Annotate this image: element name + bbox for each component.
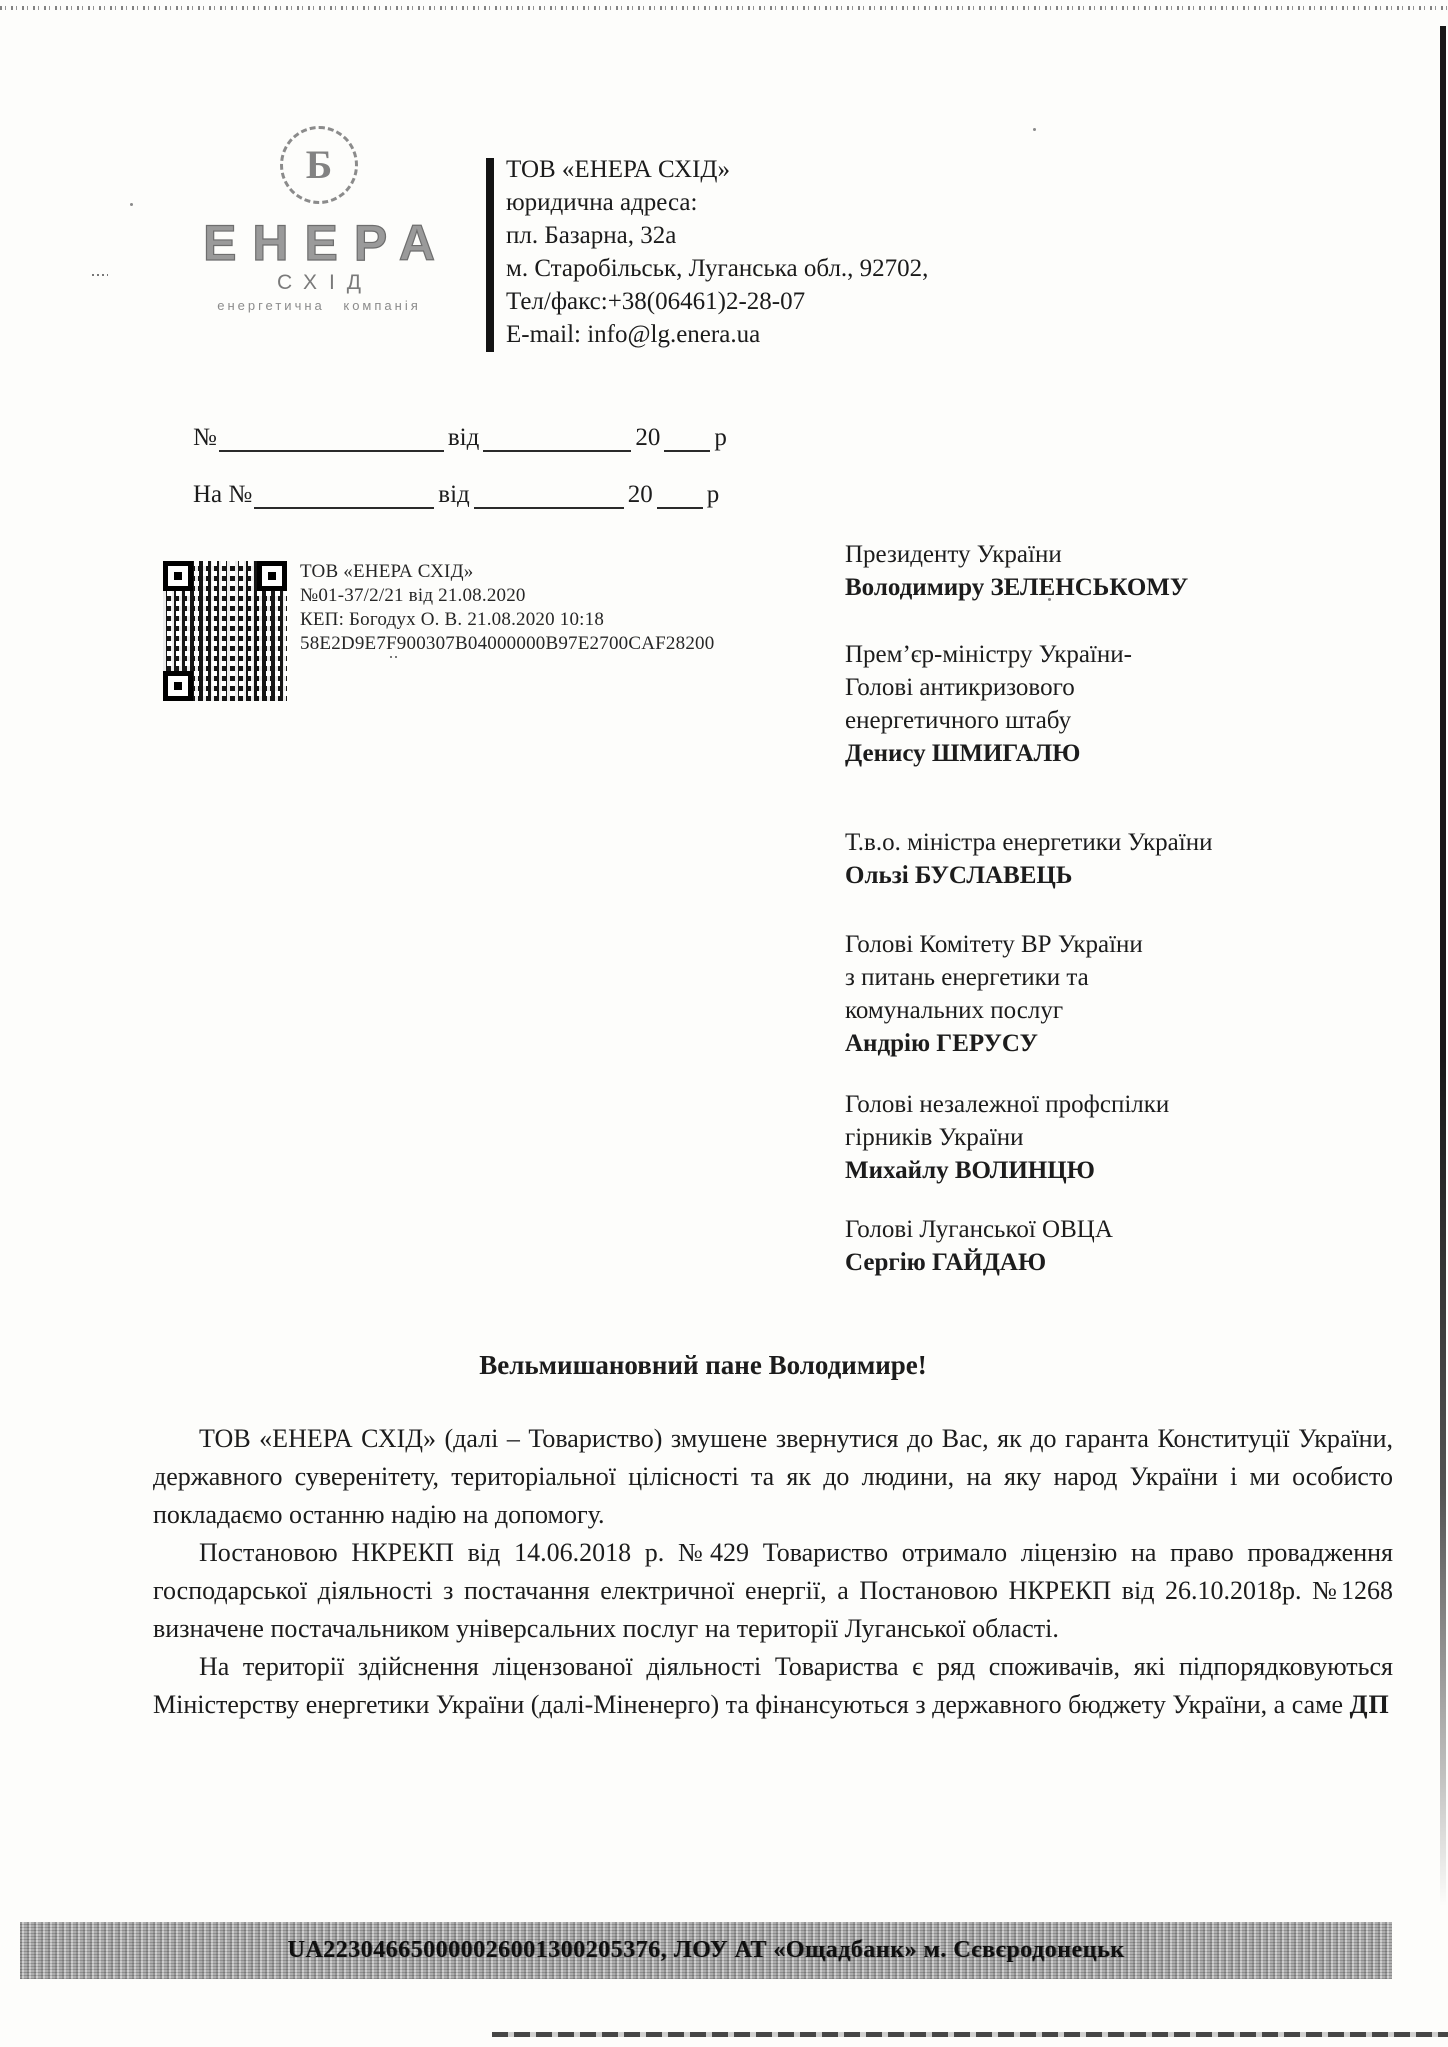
company-city: м. Старобільськ, Луганська обл., 92702, (506, 255, 929, 282)
addressee-block (845, 538, 1188, 604)
footer-bank-band (20, 1922, 1392, 1979)
bank-account-line: UA223046650000026001300205376, ЛОУ АТ «Ощадбанк» м. Сєвєродонецьк (287, 1937, 1125, 1963)
scan-edge-artifact-bottom (492, 2032, 1448, 2037)
ref-year-blank (657, 477, 703, 509)
ref-vid-label: від (438, 481, 470, 508)
qr-code (163, 561, 287, 701)
ref-year-prefix: 20 (627, 481, 653, 508)
logo-region: СХІД (276, 271, 374, 294)
addressee-title: Президенту України (845, 541, 1062, 568)
addressee-name: Сергію ГАЙДАЮ (845, 1249, 1047, 1276)
addressee-title: Голові Комітету ВР України (845, 931, 1143, 958)
addressee-title: Голові незалежної профспілки (845, 1091, 1170, 1118)
stamp-hash: 58E2D9E7F900307B04000000B97E2700CAF28200 (300, 633, 715, 654)
addressee-title: з питань енергетики та (845, 964, 1089, 991)
scan-speck (1033, 128, 1036, 131)
addressee-block (845, 638, 1132, 770)
paragraph-text: ТОВ «ЕНЕРА СХІД» (далі – Товариство) змушене звернутися до Вас, як до гаранта Конституції України, державного суверенітету, територіальної цілісності та як до людини, на яку народ України і ми особисто покладаємо останню надію на допомогу. (153, 1424, 1393, 1529)
addressee-title: комунальних послуг (845, 997, 1064, 1024)
ref-number-blank (254, 477, 434, 509)
addressee-title: Голові антикризового (845, 674, 1075, 701)
ref-line-incoming (193, 475, 723, 509)
scan-speck (390, 656, 400, 658)
qr-finder-icon (163, 671, 193, 701)
logo-company-name: ЕНЕРА (203, 215, 451, 271)
paragraph (153, 1420, 1393, 1534)
addressee-block (845, 1213, 1113, 1279)
addressee-block (845, 826, 1212, 892)
company-address-label: юридична адреса: (506, 189, 698, 216)
ref-vid-label: від (447, 424, 480, 451)
company-email: E-mail: info@lg.enera.ua (506, 321, 761, 348)
letter-body (153, 1420, 1393, 1724)
logo-monogram-icon: Б (305, 142, 333, 187)
scan-speck (130, 203, 133, 206)
addressee-title: енергетичного штабу (845, 707, 1072, 734)
company-details-block (506, 153, 928, 351)
ref-on-number-label: На № (193, 481, 253, 508)
scan-speck (92, 274, 108, 276)
signature-stamp-text (300, 560, 714, 656)
addressee-block (845, 1088, 1169, 1187)
ref-year-blank (664, 420, 710, 452)
paragraph (153, 1534, 1393, 1648)
paragraph-text: На території здійснення ліцензованої діяльності Товариства є ряд споживачів, які підпорядковуються Міністерству енергетики України (далі-Міненерго) та фінансуються з державного бюджету України, а саме (153, 1652, 1393, 1719)
addressee-title: Голові Луганської ОВЦА (845, 1216, 1113, 1243)
paragraph-text: Постановою НКРЕКП від 14.06.2018 р. №429 Товариство отримало ліцензію на право провадження господарської діяльності з постачання електричної енергії, а Постановою НКРЕКП від 26.10.2018р. №1268 визначене постачальником універсальних послуг на території Луганської області. (153, 1538, 1393, 1643)
company-phone: Тел/факс:+38(06461)2-28-07 (506, 288, 806, 315)
company-name: ТОВ «ЕНЕРА СХІД» (506, 156, 730, 183)
addressee-block (845, 928, 1143, 1060)
paragraph (153, 1648, 1393, 1724)
paragraph-bold-text: ДП (1349, 1690, 1390, 1719)
addressee-title: гірників України (845, 1124, 1024, 1151)
stamp-company: ТОВ «ЕНЕРА СХІД» (300, 561, 474, 582)
addressee-name: Михайлу ВОЛИНЦЮ (845, 1157, 1095, 1184)
stamp-doc-number: №01-37/2/21 від 21.08.2020 (300, 585, 526, 606)
addressee-name: Денису ШМИГАЛЮ (845, 740, 1081, 767)
header-separator-bar (486, 158, 494, 352)
addressee-name: Ользі БУСЛАВЕЦЬ (845, 862, 1073, 889)
company-logo (173, 126, 465, 312)
addressee-name: Андрію ГЕРУСУ (845, 1030, 1038, 1057)
qr-finder-icon (163, 561, 193, 591)
ref-line-outgoing (193, 418, 731, 452)
scan-edge-artifact-right (1440, 26, 1446, 1906)
ref-number-label: № (193, 424, 217, 451)
qr-finder-icon (257, 561, 287, 591)
salutation: Вельмишановний пане Володимире! (479, 1350, 927, 1380)
ref-date-blank (483, 420, 631, 452)
ref-number-blank (219, 420, 444, 452)
scan-edge-artifact-top (0, 6, 1448, 10)
ref-year-suffix: р (714, 424, 727, 451)
company-street: пл. Базарна, 32а (506, 222, 677, 249)
ref-year-prefix: 20 (635, 424, 661, 451)
logo-circle-icon (280, 126, 358, 204)
ref-year-suffix: р (706, 481, 720, 508)
ref-date-blank (474, 477, 624, 509)
addressee-title: Т.в.о. міністра енергетики України (845, 829, 1213, 856)
addressee-title: Прем’єр-міністру України- (845, 641, 1132, 668)
addressee-name: Володимиру ЗЕЛЕНСЬКОМУ (845, 574, 1189, 601)
stamp-signer: КЕП: Богодух О. В. 21.08.2020 10:18 (300, 609, 605, 630)
logo-tagline: енергетична компанія (217, 298, 421, 313)
